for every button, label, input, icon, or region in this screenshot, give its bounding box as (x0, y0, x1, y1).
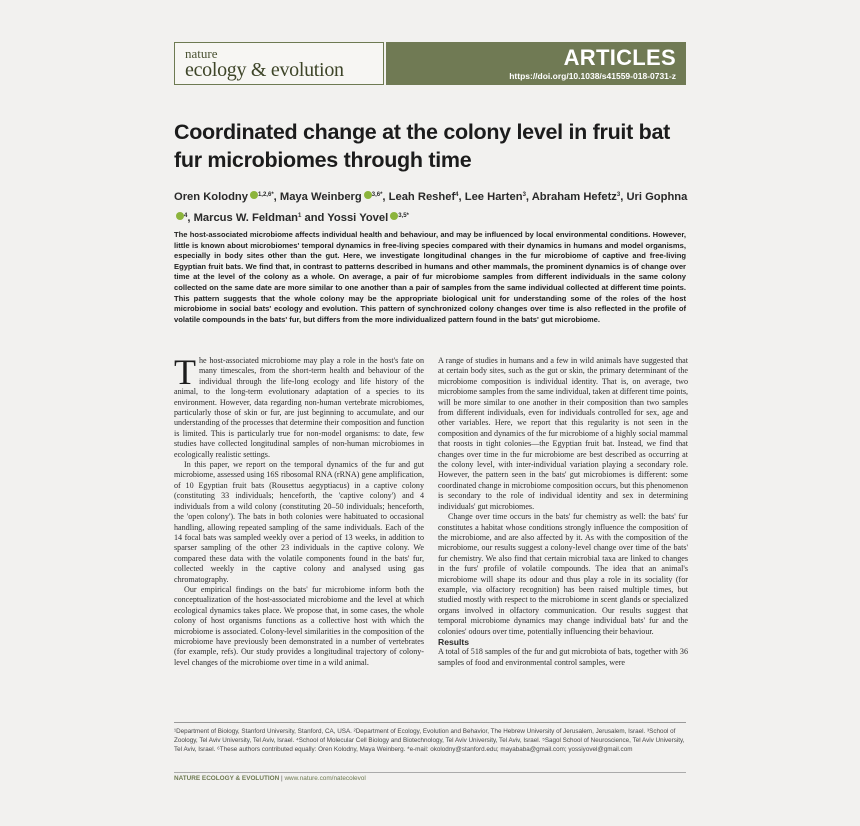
affiliations-footnote: ¹Department of Biology, Stanford University, Stanford, CA, USA. ²Department of Ecology, Evolution and Behavior, The Hebrew University of Jerusalem, Jerusalem, Israel. ³School of Zoology, Tel Aviv University, Tel Aviv, Israel. ⁴School of Molecular Cell Biology and Biotechnology, Tel Aviv University, Tel Aviv, Israel. ⁵Sagol School of Neuroscience, Tel Aviv University, Tel Aviv, Israel. ⁶These authors contributed equally: Oren Kolodny, Maya Weinberg. *e-mail: okolodny@stanford.edu; mayababa@gmail.com; yossiyovel@gmail.com (174, 728, 685, 753)
author-separator: , (458, 191, 465, 203)
footer-separator: | (279, 775, 285, 782)
footer-divider (174, 772, 686, 773)
drop-cap: T (174, 352, 196, 392)
author-name: Lee Harten (464, 191, 523, 203)
author[interactable] (174, 191, 274, 203)
page-footer (174, 775, 366, 782)
article-title: Coordinated change at the colony level in fruit bat fur microbiomes through time (174, 120, 670, 172)
footer-journal-name: NATURE ECOLOGY & EVOLUTION (174, 775, 280, 782)
logo-nature-text: nature (185, 46, 218, 61)
author-name: Oren Kolodny (174, 191, 248, 203)
author-affiliation-marker: 3 (616, 192, 621, 198)
author-name: Maya Weinberg (279, 191, 362, 203)
author-affiliation-marker: 3,6* (371, 192, 383, 198)
section-banner (386, 42, 686, 85)
author-separator: , (620, 191, 627, 203)
author[interactable] (194, 212, 302, 224)
author-separator: , (525, 191, 532, 203)
author-separator: and (301, 212, 328, 224)
footnote-divider (174, 722, 686, 723)
author[interactable] (532, 191, 621, 203)
author[interactable] (465, 191, 526, 203)
body-paragraph: In this paper, we report on the temporal dynamics of the fur and gut microbiome, assessed using 16S ribosomal RNA (rRNA) gene amplification, of 10 Egyptian fruit bats (Rousettus aegyptiacus) in a captive colony (constituting 33 individuals; henceforth, the 'captive colony') and 4 individuals from a wild colony (constituting 20–50 individuals; henceforth, the 'open colony'). The bats in both colonies were habituated to occasional handling, allowing repeated sampling of the same individuals. Each of the 14 focal bats was sampled weekly over a period of 13 weeks, in addition to sparser sampling of the other 23 individuals in the captive colony. We compared these data with the volatile components found in the bats' fur, collected weekly in the captive colony and analysed using gas chromatography. (174, 460, 424, 584)
body-paragraph: A total of 518 samples of the fur and gut microbiota of bats, together with 36 samples of food and environmental control samples, were (438, 647, 688, 667)
body-column-right (438, 356, 688, 668)
author-name: Abraham Hefetz (531, 191, 617, 203)
author-affiliation-marker: 1 (298, 213, 302, 219)
author-affiliation-marker: 3,5* (398, 213, 409, 219)
author-name: Yossi Yovel (327, 212, 389, 224)
body-column-left (174, 352, 424, 668)
footer-journal-url[interactable]: www.nature.com/natecolevol (284, 775, 366, 782)
orcid-icon[interactable] (364, 191, 372, 199)
abstract: The host-associated microbiome affects individual health and behaviour, and may be influenced by local environmental conditions. However, little is known about microbiomes' temporal dynamics in free-living species compared with their dynamics in humans and model organisms, especially in body sites other than the gut. Here, we investigate longitudinal changes in the fur microbiome of captive and free-living Egyptian fruit bats. We find that, in contrast to patterns described in humans and other mammals, the prominent dynamics is of change over time at the level of the colony as a whole. On average, a pair of fur microbiome samples from different individuals in the same colony collected on the same date are more similar to one another than a pair of samples from the same individual collected at different time points. This pattern suggests that the whole colony may be the appropriate biological unit for understanding some of the roles of the host microbiome in social bats' ecology and evolution. This pattern of synchronized colony changes over time is also reflected in the profile of volatile compounds in the bats' fur, but differs from the more individualized pattern found in the bats' gut microbiome. (174, 230, 686, 324)
author-separator: , (382, 191, 389, 203)
doi-link[interactable]: https://doi.org/10.1038/s41559-018-0731-z (509, 71, 676, 81)
section-heading-results: Results (438, 636, 470, 647)
section-label: ARTICLES (563, 45, 676, 70)
author-affiliation-marker: 4 (455, 192, 459, 198)
author-name: Uri Gophna (626, 191, 688, 203)
author[interactable] (389, 191, 459, 203)
author-affiliation-marker: 3 (522, 192, 526, 198)
author[interactable] (280, 191, 383, 203)
body-paragraph: Our empirical findings on the bats' fur microbiome inform both the conceptualization of the host-associated microbiome and the level at which ecological dynamics takes place. We propose that, in some cases, the whole colony of host organisms functions as a collective host with which the microbiome is associated. Colony-level similarities in the composition of the microbiome have previously been demonstrated in a number of vertebrates (for example, refs). Our study provides a longitudinal trajectory of colony-level changes of the microbiome over time in a wild animal. (174, 584, 424, 667)
author-affiliation-marker: 4 (184, 213, 188, 219)
orcid-icon[interactable] (250, 191, 258, 199)
author-list (174, 186, 694, 228)
body-paragraph: Change over time occurs in the bats' fur chemistry as well: the bats' fur constitutes a habitat whose conditions strongly influence the composition of the microbiome, and are also affected by it. As with the composition of the microbiome, our results suggest a colony-level change over time of the bats' fur chemistry. We also find that certain microbial taxa are linked to changes in the furs' profile of volatile compounds. The idea that an animal's microbiome will shape its odour and thus play a role in its sociality (for example, via olfactory recognition) has been raised multiple times, but studied mostly with respect to the microbiome in scent glands or specialized organs involved in olfactory communication. Our results suggest that temporal microbiome dynamics may change individual bats' fur and the colonies' odours over time, potentially influencing their behaviour. (438, 512, 688, 636)
author-affiliation-marker: 1,2,6* (257, 192, 274, 198)
author-name: Leah Reshef (388, 191, 456, 203)
author-separator: , (273, 191, 280, 203)
body-paragraph: A range of studies in humans and a few in wild animals have suggested that at certain body sites, such as the gut or skin, the primary determinant of the microbiome composition is individual identity. That is, on average, two microbiome samples from the same individual, taken at different time points, will be more similar to one another in their composition than two samples from different individuals, even for individuals controlled for sex, age and other variables. Here, we report that this regularity is not seen in the composition and dynamics of the fur microbiome of a highly social mammal that roosts in tight colonies—the Egyptian fruit bat. Instead, we find that changes over time in the fur microbiome are best described as occurring at the colony level, with inter-individual variation playing a secondary role. However, the pattern seen in the bats' gut microbiomes is different: some coordinated change in microbiome composition occurs, but this phenomenon is secondary to the role of individual identity and sex in determining individuals' gut microbiomes. (438, 356, 688, 511)
body-paragraph: The host-associated microbiome may play a role in the host's fate on many timescales, from the short-term health and behaviour of the individual through the life-long ecology and life history of the animal, to the long-term evolutionary adaptation of a species to its environment. However, data regarding non-human vertebrate microbiomes, particularly those of skin or fur, are just beginning to accumulate, and our understanding of the processes that determine their composition and function is limited. This is particularly true for non-model organisms: to date, few studies have collected longitudinal samples of non-human microbiomes in ecologically realistic settings. (174, 352, 424, 459)
author-separator: , (187, 212, 194, 224)
author-name: Marcus W. Feldman (193, 212, 299, 224)
journal-logo[interactable] (174, 42, 384, 85)
logo-journal-text: ecology & evolution (185, 59, 344, 81)
orcid-icon[interactable] (176, 212, 184, 220)
author[interactable] (327, 212, 409, 224)
